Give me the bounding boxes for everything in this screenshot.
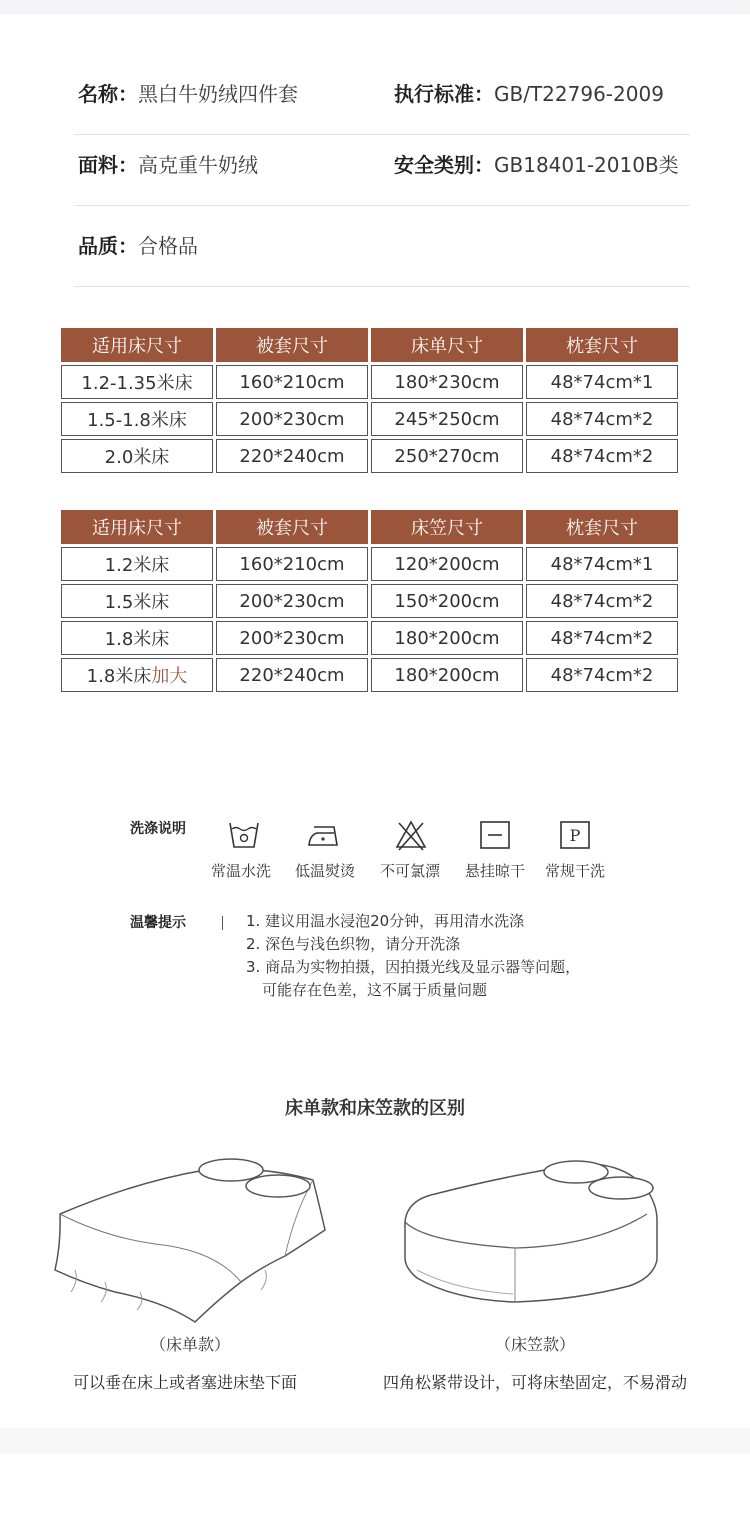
- wash-title: 洗涤说明: [130, 821, 186, 837]
- no-bleach-icon: [394, 818, 428, 852]
- spec-quality: [78, 206, 198, 286]
- table-header-cell: 适用床尺寸: [61, 328, 213, 362]
- table-cell: 1.2米床: [61, 547, 213, 581]
- table-cell: 200*230cm: [216, 402, 368, 436]
- table-cell: 48*74cm*1: [526, 365, 678, 399]
- spec-row-3: [74, 206, 690, 287]
- table-cell: 200*230cm: [216, 584, 368, 618]
- spec-quality-label: 品质：: [78, 234, 138, 258]
- flat-sheet-caption: （床单款）: [149, 1335, 230, 1354]
- table-cell: 180*200cm: [371, 621, 523, 655]
- table-cell: 120*200cm: [371, 547, 523, 581]
- table-cell: 48*74cm*2: [526, 439, 678, 473]
- spec-standard-label: 执行标准：: [394, 82, 494, 106]
- fitted-sheet-description: 四角松紧带设计，可将床垫固定，不易滑动: [382, 1373, 687, 1392]
- tip-line: 2. 深色与浅色织物，请分开洗涤: [246, 935, 461, 953]
- spec-fabric: [78, 125, 258, 205]
- spec-fabric-value: 高克重牛奶绒: [138, 153, 258, 177]
- table-header-cell: 枕套尺寸: [526, 510, 678, 544]
- spec-row-2: [74, 125, 690, 206]
- wash-label: 不可氯漂: [379, 862, 440, 880]
- table-header-cell: 枕套尺寸: [526, 328, 678, 362]
- table-header-cell: 被套尺寸: [216, 328, 368, 362]
- wash-label: 悬挂晾干: [464, 862, 525, 880]
- tips-title: 温馨提示: [130, 915, 186, 931]
- table-header-cell: 床单尺寸: [371, 328, 523, 362]
- iron-icon: [306, 818, 340, 852]
- table-cell: 1.2-1.35米床: [61, 365, 213, 399]
- spec-name-label: 名称：: [78, 82, 138, 106]
- table-row: [61, 439, 678, 473]
- spec-safety-label: 安全类别：: [394, 153, 494, 177]
- table-cell: 180*200cm: [371, 658, 523, 692]
- flat-sheet-description: 可以垂在床上或者塞进床垫下面: [72, 1373, 297, 1392]
- table-header-row: [61, 328, 678, 362]
- table-row: [61, 584, 678, 618]
- table-cell: 1.5米床: [61, 584, 213, 618]
- dry-clean-p-icon: [558, 818, 592, 852]
- table-header-cell: 被套尺寸: [216, 510, 368, 544]
- tips-divider: [222, 916, 223, 930]
- table-header-row: [61, 510, 678, 544]
- tip-line: 3. 商品为实物拍摄，因拍摄光线及显示器等问题，: [246, 958, 581, 976]
- dry-clean-glyph: P: [569, 826, 581, 845]
- table-cell: 160*210cm: [216, 547, 368, 581]
- oversize-badge: 加大: [151, 666, 188, 687]
- table-cell: 200*230cm: [216, 621, 368, 655]
- table-cell: 48*74cm*2: [526, 402, 678, 436]
- difference-title: 床单款和床笠款的区别: [285, 1098, 465, 1119]
- fitted-sheet-size-table: [58, 507, 681, 695]
- spec-quality-value: 合格品: [138, 234, 198, 258]
- fitted-sheet-caption: （床笠款）: [494, 1335, 575, 1354]
- spec-name-value: 黑白牛奶绒四件套: [138, 82, 298, 106]
- table-cell: 48*74cm*1: [526, 547, 678, 581]
- spec-standard: [394, 54, 664, 134]
- table-cell: 180*230cm: [371, 365, 523, 399]
- wash-label: 常规干洗: [544, 862, 605, 880]
- table-cell: 1.5-1.8米床: [61, 402, 213, 436]
- spec-fabric-label: 面料：: [78, 153, 138, 177]
- flat-sheet-illustration: [45, 1152, 335, 1327]
- table-cell: 1.8米床: [61, 621, 213, 655]
- table-cell: 48*74cm*2: [526, 621, 678, 655]
- spec-standard-value: GB/T22796-2009: [494, 82, 664, 106]
- table-cell: 150*200cm: [371, 584, 523, 618]
- flat-sheet-size-table: [58, 325, 681, 476]
- table-cell: 245*250cm: [371, 402, 523, 436]
- tip-line: 1. 建议用温水浸泡20分钟，再用清水洗涤: [246, 912, 525, 930]
- wash-label: 低温熨烫: [294, 862, 355, 880]
- table-header-cell: 适用床尺寸: [61, 510, 213, 544]
- table-row: [61, 621, 678, 655]
- tip-line: 可能存在色差，这不属于质量问题: [262, 981, 488, 999]
- hang-dry-icon: [478, 818, 512, 852]
- wash-tub-icon: [227, 818, 261, 852]
- table-row: [61, 547, 678, 581]
- spec-safety-value: GB18401-2010B类: [494, 153, 679, 177]
- table-cell: 220*240cm: [216, 658, 368, 692]
- table-row: [61, 402, 678, 436]
- table-cell: 48*74cm*2: [526, 584, 678, 618]
- table-cell: 160*210cm: [216, 365, 368, 399]
- table-cell: [61, 658, 213, 692]
- fitted-sheet-illustration: [395, 1150, 665, 1310]
- bottom-band: [0, 1428, 750, 1454]
- table-header-cell: 床笠尺寸: [371, 510, 523, 544]
- table-row: [61, 365, 678, 399]
- table-row: [61, 658, 678, 692]
- spec-row-1: [74, 54, 690, 135]
- wash-label: 常温水洗: [210, 862, 271, 880]
- table-cell: 250*270cm: [371, 439, 523, 473]
- table-cell: 2.0米床: [61, 439, 213, 473]
- table-cell: 48*74cm*2: [526, 658, 678, 692]
- size-text: 1.8米床: [86, 666, 152, 687]
- top-band: [0, 0, 750, 14]
- table-cell: 220*240cm: [216, 439, 368, 473]
- spec-name: [78, 54, 298, 134]
- spec-safety: [394, 125, 679, 205]
